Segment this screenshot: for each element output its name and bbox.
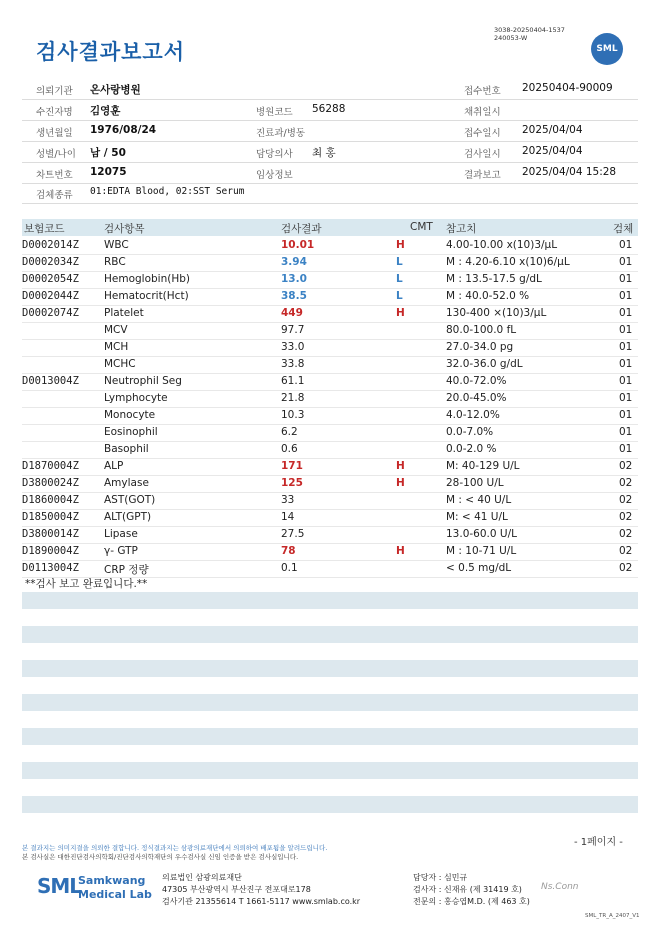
empty-band xyxy=(22,660,638,677)
cell-specimen: 02 xyxy=(619,494,633,506)
info-value: 남 / 50 xyxy=(90,147,126,159)
cell-code: D3800024Z xyxy=(22,477,79,489)
cell-code: D0002014Z xyxy=(22,239,79,251)
info-value: 56288 xyxy=(312,103,346,115)
form-code: SML_TR_A_2407_V1 xyxy=(585,913,640,919)
cell-item: MCV xyxy=(104,324,128,336)
info-label: 담당의사 xyxy=(256,149,293,160)
col-item: 검사항목 xyxy=(104,223,145,235)
cell-specimen: 01 xyxy=(619,392,633,404)
cell-item: γ- GTP xyxy=(104,545,138,557)
table-row xyxy=(22,509,638,527)
info-label: 진료과/병동 xyxy=(256,128,306,139)
cell-code: D1860004Z xyxy=(22,494,79,506)
cell-item: WBC xyxy=(104,239,129,251)
cell-code: D0002034Z xyxy=(22,256,79,268)
cell-result: 449 xyxy=(281,307,303,319)
cell-result: 21.8 xyxy=(281,392,305,404)
certification-note: 본 검사실은 대한진단검사의학회/진단검사의학재단의 우수검사실 신임 인증을 받은 검사실입니다. xyxy=(22,853,299,861)
table-row xyxy=(22,441,638,459)
info-row xyxy=(22,182,638,204)
info-value: 1976/08/24 xyxy=(90,124,157,136)
cell-specimen: 01 xyxy=(619,324,633,336)
footer-logo: SML xyxy=(37,874,82,898)
cell-specimen: 01 xyxy=(619,290,633,302)
cell-item: Hemoglobin(Hb) xyxy=(104,273,191,285)
cell-result: 10.3 xyxy=(281,409,305,421)
table-row xyxy=(22,424,638,442)
info-row xyxy=(22,78,638,100)
cell-flag: L xyxy=(396,290,403,302)
cell-specimen: 01 xyxy=(619,409,633,421)
table-row xyxy=(22,543,638,561)
empty-band xyxy=(22,592,638,609)
empty-band xyxy=(22,626,638,643)
cell-specimen: 01 xyxy=(619,239,633,251)
cell-ref: 20.0-45.0% xyxy=(446,392,507,404)
empty-band xyxy=(22,762,638,779)
info-label: 접수번호 xyxy=(464,86,501,97)
sml-logo: SML xyxy=(591,33,623,65)
report-complete-text: **검사 보고 완료입니다.** xyxy=(25,578,148,590)
table-row xyxy=(22,390,638,408)
table-row xyxy=(22,356,638,374)
cell-result: 78 xyxy=(281,545,296,557)
cell-item: AST(GOT) xyxy=(104,494,156,506)
cell-specimen: 01 xyxy=(619,443,633,455)
footer-address: 의료법인 삼광의료재단 47305 부산광역시 부산진구 전포대로178 검사기관 21355614 T 1661-5117 www.smlab.co.kr xyxy=(162,873,361,906)
cell-result: 10.01 xyxy=(281,239,315,251)
info-row xyxy=(22,120,638,142)
col-specimen: 검체 xyxy=(613,223,634,235)
cell-ref: 40.0-72.0% xyxy=(446,375,507,387)
cell-result: 0.1 xyxy=(281,562,298,574)
cell-ref: 80.0-100.0 fL xyxy=(446,324,517,336)
cell-item: Monocyte xyxy=(104,409,156,421)
table-row xyxy=(22,237,638,255)
info-value: 온사랑병원 xyxy=(90,84,141,96)
info-row xyxy=(22,162,638,184)
footer-staff: 담당자 : 심민규 검사자 : 신재유 (제 31419 호) 전문의 : 홍승엽M.D. (제 463 호) xyxy=(413,873,530,906)
page-number: - 1페이지 - xyxy=(574,837,623,848)
cell-specimen: 01 xyxy=(619,256,633,268)
info-label: 검사일시 xyxy=(464,149,501,160)
cell-specimen: 02 xyxy=(619,528,633,540)
cell-code: D0002074Z xyxy=(22,307,79,319)
empty-band xyxy=(22,728,638,745)
info-value: 12075 xyxy=(90,166,127,178)
info-value: 김영훈 xyxy=(90,105,121,117)
info-label: 접수일시 xyxy=(464,128,501,139)
cell-specimen: 01 xyxy=(619,426,633,438)
cell-specimen: 01 xyxy=(619,358,633,370)
document-code: 3038-20250404-1537 240053-W xyxy=(494,26,565,42)
info-value: 2025/04/04 15:28 xyxy=(522,166,617,178)
cell-result: 97.7 xyxy=(281,324,305,336)
cell-ref: M : 4.20-6.10 x(10)6/μL xyxy=(446,256,570,268)
cell-code: D0002054Z xyxy=(22,273,79,285)
table-row xyxy=(22,305,638,323)
cell-ref: 28-100 U/L xyxy=(446,477,504,489)
cell-result: 61.1 xyxy=(281,375,305,387)
cell-ref: 0.0-2.0 % xyxy=(446,443,497,455)
info-row xyxy=(22,141,638,163)
cell-specimen: 02 xyxy=(619,460,633,472)
cell-item: MCH xyxy=(104,341,129,353)
cell-ref: 0.0-7.0% xyxy=(446,426,494,438)
cell-code: D0002044Z xyxy=(22,290,79,302)
table-row xyxy=(22,475,638,493)
col-ref: 참고치 xyxy=(446,223,477,235)
info-value: 최 홍 xyxy=(312,147,336,159)
cell-item: Eosinophil xyxy=(104,426,158,438)
info-value: 2025/04/04 xyxy=(522,145,583,157)
cell-result: 33 xyxy=(281,494,295,506)
info-label: 임상정보 xyxy=(256,170,293,181)
disclaimer-note: 본 결과지는 의미지결을 의뢰한 결합니다. 정식결과지는 삼광의료재단에서 의뢰하여 배포됨을 알려드립니다. xyxy=(22,844,328,852)
col-result: 검사결과 xyxy=(281,223,322,235)
cell-specimen: 01 xyxy=(619,273,633,285)
info-label: 결과보고 xyxy=(464,170,501,181)
cell-result: 27.5 xyxy=(281,528,305,540)
cell-result: 13.0 xyxy=(281,273,307,285)
cell-item: Platelet xyxy=(104,307,144,319)
cell-item: Basophil xyxy=(104,443,149,455)
info-label: 생년월일 xyxy=(36,128,73,139)
cell-flag: H xyxy=(396,307,405,319)
cell-item: Lipase xyxy=(104,528,138,540)
cell-ref: 4.0-12.0% xyxy=(446,409,500,421)
cell-code: D1890004Z xyxy=(22,545,79,557)
info-label: 검체종류 xyxy=(36,190,73,201)
cell-flag: H xyxy=(396,239,405,251)
table-row xyxy=(22,407,638,425)
info-label: 채취일시 xyxy=(464,107,501,118)
cell-flag: H xyxy=(396,477,405,489)
col-code: 보험코드 xyxy=(24,223,65,235)
cell-code: D0113004Z xyxy=(22,562,79,574)
cell-item: ALT(GPT) xyxy=(104,511,152,523)
cell-flag: L xyxy=(396,273,403,285)
table-row xyxy=(22,526,638,544)
cell-specimen: 02 xyxy=(619,511,633,523)
cell-code: D1870004Z xyxy=(22,460,79,472)
info-value: 2025/04/04 xyxy=(522,124,583,136)
info-label: 의뢰기관 xyxy=(36,86,73,97)
table-row xyxy=(22,271,638,289)
cell-item: Hematocrit(Hct) xyxy=(104,290,189,302)
cell-result: 6.2 xyxy=(281,426,298,438)
cell-specimen: 01 xyxy=(619,375,633,387)
cell-item: Amylase xyxy=(104,477,149,489)
cell-item: MCHC xyxy=(104,358,136,370)
cell-item: RBC xyxy=(104,256,126,268)
cell-result: 33.8 xyxy=(281,358,305,370)
cell-code: D1850004Z xyxy=(22,511,79,523)
cell-item: Lymphocyte xyxy=(104,392,168,404)
report-title: 검사결과보고서 xyxy=(36,40,186,64)
cell-ref: M : < 40 U/L xyxy=(446,494,512,506)
info-label: 성별/나이 xyxy=(36,149,76,160)
cell-item: Neutrophil Seg xyxy=(104,375,182,387)
info-label: 병원코드 xyxy=(256,107,293,118)
table-row xyxy=(22,254,638,272)
empty-band xyxy=(22,796,638,813)
cell-ref: M : 40.0-52.0 % xyxy=(446,290,530,302)
cell-result: 33.0 xyxy=(281,341,305,353)
signature: Ns.Conn xyxy=(541,882,579,892)
cell-code: D3800014Z xyxy=(22,528,79,540)
cell-flag: H xyxy=(396,460,405,472)
table-row xyxy=(22,322,638,340)
table-row xyxy=(22,339,638,357)
cell-specimen: 02 xyxy=(619,562,633,574)
table-row xyxy=(22,458,638,476)
cell-ref: M : 10-71 U/L xyxy=(446,545,517,557)
cell-ref: M: 40-129 U/L xyxy=(446,460,520,472)
cell-ref: M: < 41 U/L xyxy=(446,511,508,523)
cell-code: D0013004Z xyxy=(22,375,79,387)
cell-flag: H xyxy=(396,545,405,557)
info-value: 20250404-90009 xyxy=(522,82,613,94)
cell-result: 14 xyxy=(281,511,295,523)
cell-ref: 27.0-34.0 pg xyxy=(446,341,514,353)
cell-ref: 13.0-60.0 U/L xyxy=(446,528,517,540)
info-label: 차트번호 xyxy=(36,170,73,181)
empty-band xyxy=(22,694,638,711)
results-table-header xyxy=(22,219,638,236)
cell-item: ALP xyxy=(104,460,124,472)
cell-ref: 4.00-10.00 x(10)3/μL xyxy=(446,239,558,251)
table-row xyxy=(22,492,638,510)
info-label: 수진자명 xyxy=(36,107,73,118)
cell-ref: 130-400 ×(10)3/μL xyxy=(446,307,547,319)
cell-flag: L xyxy=(396,256,403,268)
cell-result: 0.6 xyxy=(281,443,298,455)
cell-item: CRP 정량 xyxy=(104,564,149,576)
cell-ref: < 0.5 mg/dL xyxy=(446,562,512,574)
cell-specimen: 01 xyxy=(619,307,633,319)
table-row xyxy=(22,288,638,306)
table-row xyxy=(22,373,638,391)
cell-specimen: 01 xyxy=(619,341,633,353)
cell-result: 125 xyxy=(281,477,303,489)
cell-result: 171 xyxy=(281,460,303,472)
cell-ref: M : 13.5-17.5 g/dL xyxy=(446,273,542,285)
cell-specimen: 02 xyxy=(619,545,633,557)
cell-result: 3.94 xyxy=(281,256,307,268)
info-value: 01:EDTA Blood, 02:SST Serum xyxy=(90,186,245,197)
info-row xyxy=(22,99,638,121)
footer-brand: Samkwang Medical Lab xyxy=(78,874,152,901)
cell-specimen: 02 xyxy=(619,477,633,489)
col-cmt: CMT xyxy=(410,221,433,233)
cell-result: 38.5 xyxy=(281,290,307,302)
cell-ref: 32.0-36.0 g/dL xyxy=(446,358,523,370)
